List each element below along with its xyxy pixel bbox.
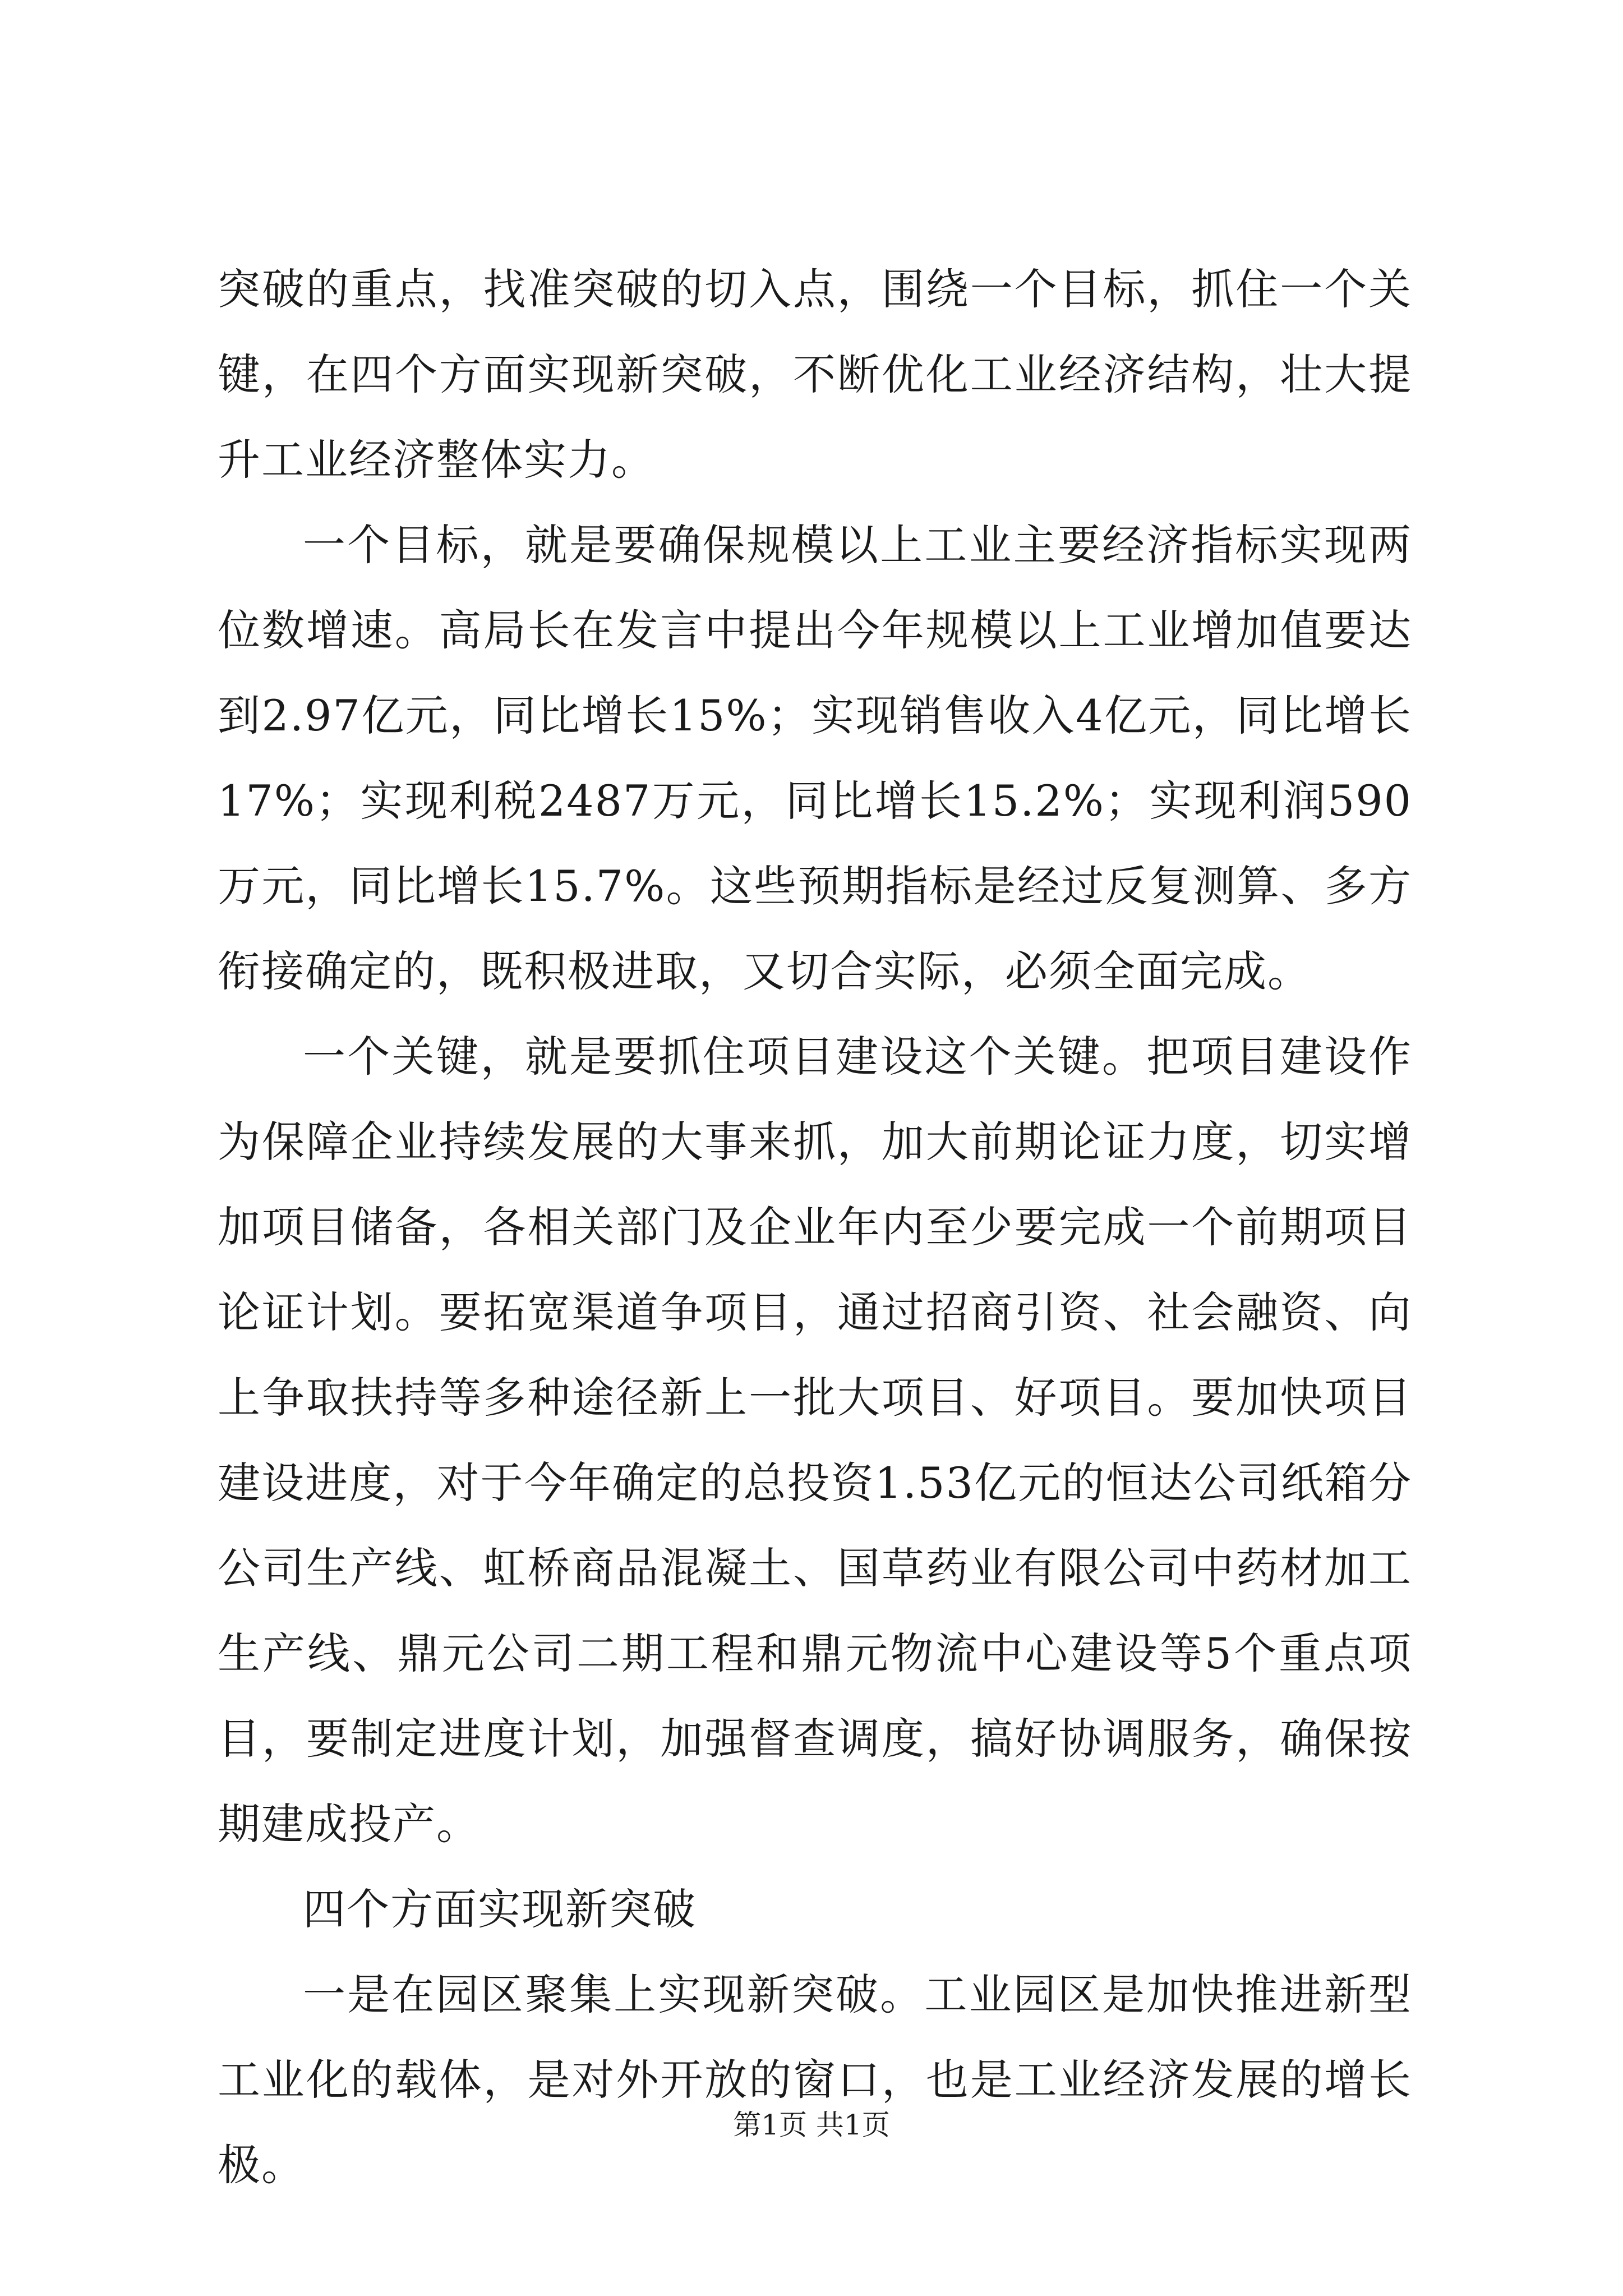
paragraph-goal: 一个目标，就是要确保规模以上工业主要经济指标实现两位数增速。高局长在发言中提出今年规模以上工业增加值要达到2.97亿元，同比增长15%；实现销售收入4亿元，同比增长17%；实现利税2487万元，同比增长15.2%；实现利润590万元，同比增长15.7%。这些预期指标是经过反复测算、多方衔接确定的，既积极进取，又切合实际，必须全面完成。 <box>218 520 1412 996</box>
page-number-footer: 第1页 共1页 <box>733 2109 890 2141</box>
document-body <box>218 247 1412 2208</box>
section-heading: 四个方面实现新突破 <box>303 1884 697 1934</box>
paragraph-key: 一个关键，就是要抓住项目建设这个关键。把项目建设作为保障企业持续发展的大事来抓，加大前期论证力度，切实增加项目储备，各相关部门及企业年内至少要完成一个前期项目论证计划。要拓宽渠道争项目，通过招商引资、社会融资、向上争取扶持等多种途径新上一批大项目、好项目。要加快项目建设进度，对于今年确定的总投资1.53亿元的恒达公司纸箱分公司生产线、虹桥商品混凝土、国草药业有限公司中药材加工生产线、鼎元公司二期工程和鼎元物流中心建设等5个重点项目，要制定进度计划，加强督查调度，搞好协调服务，确保按期建成投产。 <box>218 1032 1412 1849</box>
paragraph-park: 一是在园区聚集上实现新突破。工业园区是加快推进新型工业化的载体，是对外开放的窗口，也是工业经济发展的增长极。 <box>218 1970 1412 2190</box>
paragraph-continuation: 突破的重点，找准突破的切入点，围绕一个目标，抓住一个关键，在四个方面实现新突破，不断优化工业经济结构，壮大提升工业经济整体实力。 <box>218 264 1412 485</box>
